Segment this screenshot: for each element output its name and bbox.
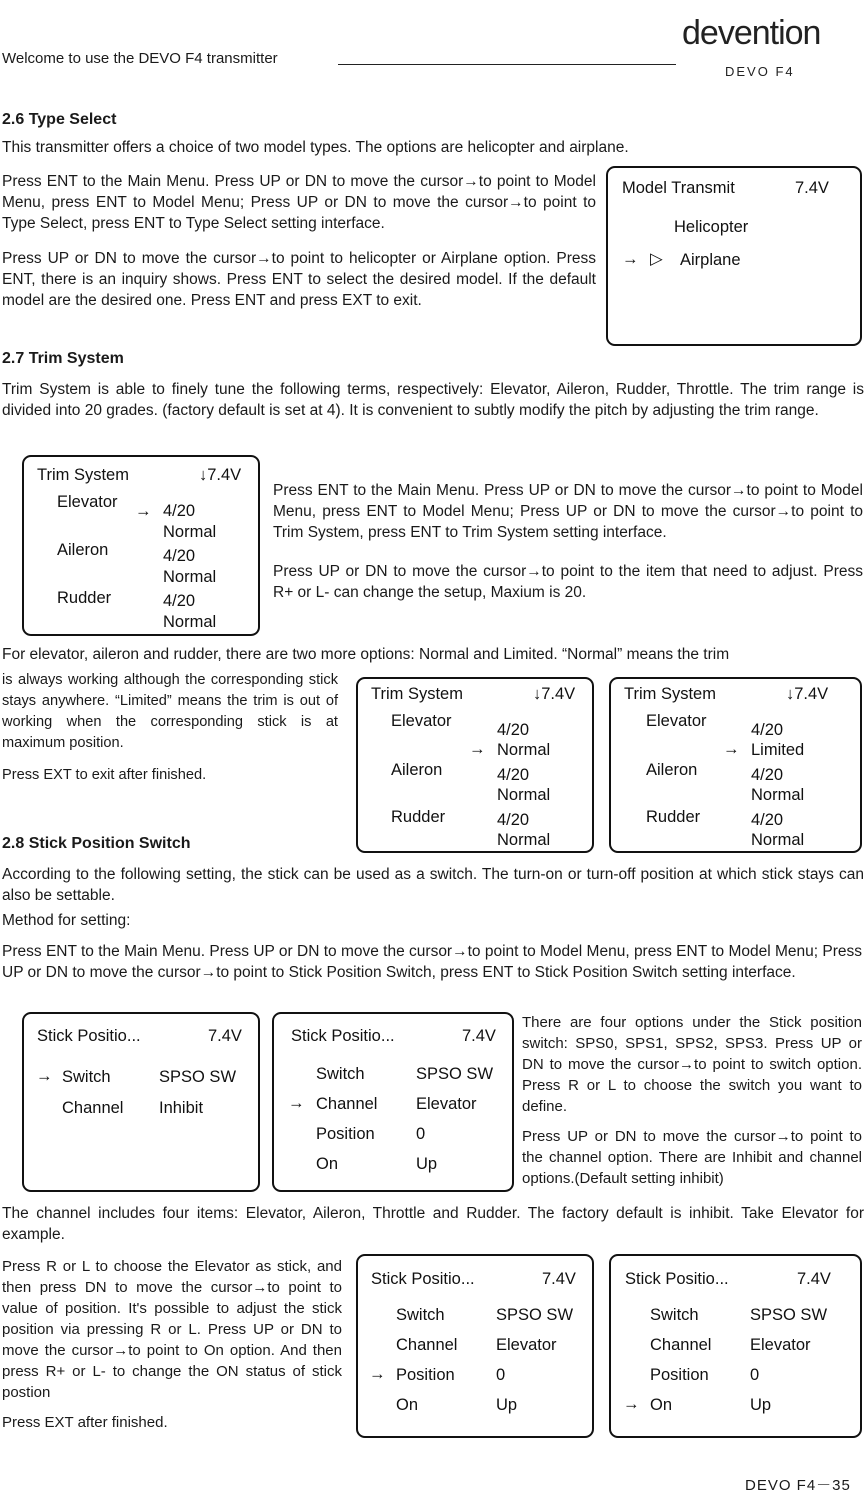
section-title-trim-system: 2.7 Trim System — [2, 350, 124, 367]
welcome-text: Welcome to use the DEVO F4 transmitter — [2, 50, 278, 67]
rudder-trim: 4/20 — [497, 811, 530, 829]
stick-switch-method: Method for setting: — [2, 912, 131, 929]
battery-voltage: 7.4V — [797, 1270, 831, 1288]
cursor-arrow: → — [135, 502, 152, 520]
cursor-arrow: → — [369, 1365, 386, 1383]
rudder-trim: 4/20 — [751, 811, 784, 829]
selection-triangle-icon: ▷ — [650, 250, 663, 268]
label-elevator: Elevator — [57, 493, 118, 511]
option-helicopter: Helicopter — [674, 218, 749, 236]
rudder-mode: Normal — [751, 831, 805, 849]
screen-title: Model Transmit — [622, 179, 735, 197]
stick-position-screen-c — [356, 1254, 594, 1438]
value-channel: Elevator — [496, 1336, 557, 1354]
label-aileron: Aileron — [391, 761, 443, 779]
label-aileron: Aileron — [646, 761, 698, 779]
value-on: Up — [750, 1396, 772, 1414]
label-switch: Switch — [650, 1306, 699, 1324]
type-select-intro: This transmitter offers a choice of two model types. The options are helicopter and airplane. — [2, 139, 629, 156]
value-switch: SPSO SW — [496, 1306, 574, 1324]
rudder-mode: Normal — [497, 831, 551, 849]
label-aileron: Aileron — [57, 541, 109, 559]
trim-system-para-2: Press UP or DN to move the cursor→to point to the item that need to adjust. Press R+ or L- can change the setup, Maxium is 20. — [273, 563, 863, 601]
value-channel: Inhibit — [159, 1099, 204, 1117]
label-rudder: Rudder — [391, 808, 446, 826]
stick-position-screen-b — [272, 1012, 514, 1192]
trim-system-para-3: For elevator, aileron and rudder, there are two more options: Normal and Limited. “Normal” means the trim — [2, 646, 730, 663]
stick-position-screen-a — [22, 1012, 260, 1192]
aileron-trim: 4/20 — [163, 547, 196, 565]
stick-switch-para-4: Press EXT after finished. — [2, 1414, 168, 1431]
value-on: Up — [496, 1396, 518, 1414]
label-rudder: Rudder — [646, 808, 701, 826]
rudder-mode: Normal — [163, 613, 217, 631]
trim-system-intro: Trim System is able to finely tune the following terms, respectively: Elevator, Aileron, Rudder, Throttle. The trim range is divided into 20 grades. (factory default is set at 4). It is convenient to subtly modify the pitch by adjusting the trim range. — [2, 381, 864, 419]
aileron-mode: Normal — [751, 786, 805, 804]
stick-position-screen-d — [609, 1254, 862, 1438]
screen-title: Trim System — [37, 466, 129, 484]
section-title-type-select: 2.6 Type Select — [2, 111, 117, 128]
cursor-arrow: → — [288, 1094, 305, 1112]
label-channel: Channel — [316, 1095, 378, 1113]
label-channel: Channel — [396, 1336, 458, 1354]
label-channel: Channel — [650, 1336, 712, 1354]
trim-system-screen-2 — [356, 677, 594, 853]
label-channel: Channel — [62, 1099, 124, 1117]
label-position: Position — [396, 1366, 455, 1384]
value-channel: Elevator — [750, 1336, 811, 1354]
label-rudder: Rudder — [57, 589, 112, 607]
value-switch: SPSO SW — [416, 1065, 494, 1083]
elevator-trim: 4/20 — [497, 721, 530, 739]
screen-title: Stick Positio... — [291, 1027, 395, 1045]
stick-switch-side-2: Press UP or DN to move the cursor→to point to the channel option. There are Inhibit and channel options.(Default setting inhibit) — [522, 1128, 862, 1187]
aileron-trim: 4/20 — [751, 766, 784, 784]
battery-voltage: 7.4V — [542, 1270, 576, 1288]
battery-voltage: ↓7.4V — [786, 685, 829, 703]
screen-title: Stick Positio... — [37, 1027, 141, 1045]
value-switch: SPSO SW — [159, 1068, 237, 1086]
screen-title: Stick Positio... — [371, 1270, 475, 1288]
value-on: Up — [416, 1155, 438, 1173]
aileron-mode: Normal — [163, 568, 217, 586]
logo-subtitle: DEVO F4 — [725, 64, 795, 79]
model-transmit-screen — [606, 166, 862, 346]
elevator-trim: 4/20 — [751, 721, 784, 739]
battery-voltage: ↓7.4V — [199, 466, 242, 484]
stick-switch-intro: According to the following setting, the stick can be used as a switch. The turn-on or turn-off position at which stick stays can also be settable. — [2, 866, 864, 904]
battery-voltage: 7.4V — [462, 1027, 496, 1045]
battery-voltage: 7.4V — [795, 179, 829, 197]
elevator-mode: Normal — [497, 741, 551, 759]
label-switch: Switch — [316, 1065, 365, 1083]
elevator-mode: Limited — [751, 741, 805, 759]
trim-system-screen-3 — [609, 677, 862, 853]
screen-title: Trim System — [624, 685, 716, 703]
cursor-arrow: → — [623, 1395, 640, 1413]
cursor-arrow: → — [36, 1067, 53, 1085]
stick-switch-para-2: The channel includes four items: Elevator, Aileron, Throttle and Rudder. The factory default is inhibit. Take Elevator for example. — [2, 1205, 864, 1243]
trim-system-para-1: Press ENT to the Main Menu. Press UP or DN to move the cursor→to point to Model Menu, press ENT to Model Menu; Press UP or DN to move the cursor→to point to Trim System, press ENT to Trim System setting interface. — [273, 482, 863, 541]
label-position: Position — [650, 1366, 709, 1384]
label-on: On — [316, 1155, 339, 1173]
trim-system-screen-1 — [22, 455, 260, 636]
value-position: 0 — [416, 1125, 426, 1143]
trim-system-para-4: Press EXT to exit after finished. — [2, 767, 207, 783]
value-position: 0 — [750, 1366, 760, 1384]
type-select-para-2: Press UP or DN to move the cursor→to point to helicopter or Airplane option. Press ENT, there is an inquiry shows. Press ENT to select the desired model. If the default model are the desired one. Press ENT and press EXT to exit. — [2, 250, 596, 309]
devention-logo: devention — [682, 14, 821, 52]
elevator-mode: Normal — [163, 523, 217, 541]
section-title-stick-position-switch: 2.8 Stick Position Switch — [2, 835, 191, 852]
stick-switch-para-3: Press R or L to choose the Elevator as stick, and then press DN to move the cursor→to point to value of position. It's possible to adjust the stick position via pressing R or L. Press UP or DN to move the cursor→to point to On option. And then press R+ or L- to change the ON status of stick postion — [2, 1258, 342, 1401]
stick-switch-side-1: There are four options under the Stick position switch: SPS0, SPS1, SPS2, SPS3. Press UP or DN to move the cursor→to point to switch option. Press R or L to choose the switch you want to define. — [522, 1014, 862, 1115]
cursor-arrow: → — [469, 740, 486, 758]
cursor-arrow: → — [622, 250, 639, 268]
label-position: Position — [316, 1125, 375, 1143]
value-switch: SPSO SW — [750, 1306, 828, 1324]
aileron-trim: 4/20 — [497, 766, 530, 784]
option-airplane: Airplane — [680, 251, 741, 269]
label-on: On — [650, 1396, 673, 1414]
screen-title: Trim System — [371, 685, 463, 703]
label-switch: Switch — [62, 1068, 111, 1086]
label-elevator: Elevator — [646, 712, 707, 730]
trim-system-para-3-cont: is always working although the corresponding stick stays anywhere. “Limited” means the trim is out of working when the corresponding stick is at maximum position. — [2, 672, 338, 751]
elevator-trim: 4/20 — [163, 502, 196, 520]
type-select-para-1: Press ENT to the Main Menu. Press UP or DN to move the cursor→to point to Model Menu, press ENT to Model Menu; Press UP or DN to move the cursor→to point to Type Select, press ENT to Type Select setting interface. — [2, 173, 596, 232]
stick-switch-para-1: Press ENT to the Main Menu. Press UP or DN to move the cursor→to point to Model Menu, press ENT to Model Menu; Press UP or DN to move the cursor→to point to Stick Position Switch, press ENT to Stick Position Switch setting interface. — [2, 943, 862, 981]
label-elevator: Elevator — [391, 712, 452, 730]
value-channel: Elevator — [416, 1095, 477, 1113]
label-on: On — [396, 1396, 419, 1414]
cursor-arrow: → — [723, 740, 740, 758]
rudder-trim: 4/20 — [163, 592, 196, 610]
battery-voltage: 7.4V — [208, 1027, 242, 1045]
header-rule — [338, 64, 676, 65]
screen-title: Stick Positio... — [625, 1270, 729, 1288]
battery-voltage: ↓7.4V — [533, 685, 576, 703]
label-switch: Switch — [396, 1306, 445, 1324]
page-number: DEVO F4－35 — [745, 1477, 851, 1494]
value-position: 0 — [496, 1366, 506, 1384]
aileron-mode: Normal — [497, 786, 551, 804]
